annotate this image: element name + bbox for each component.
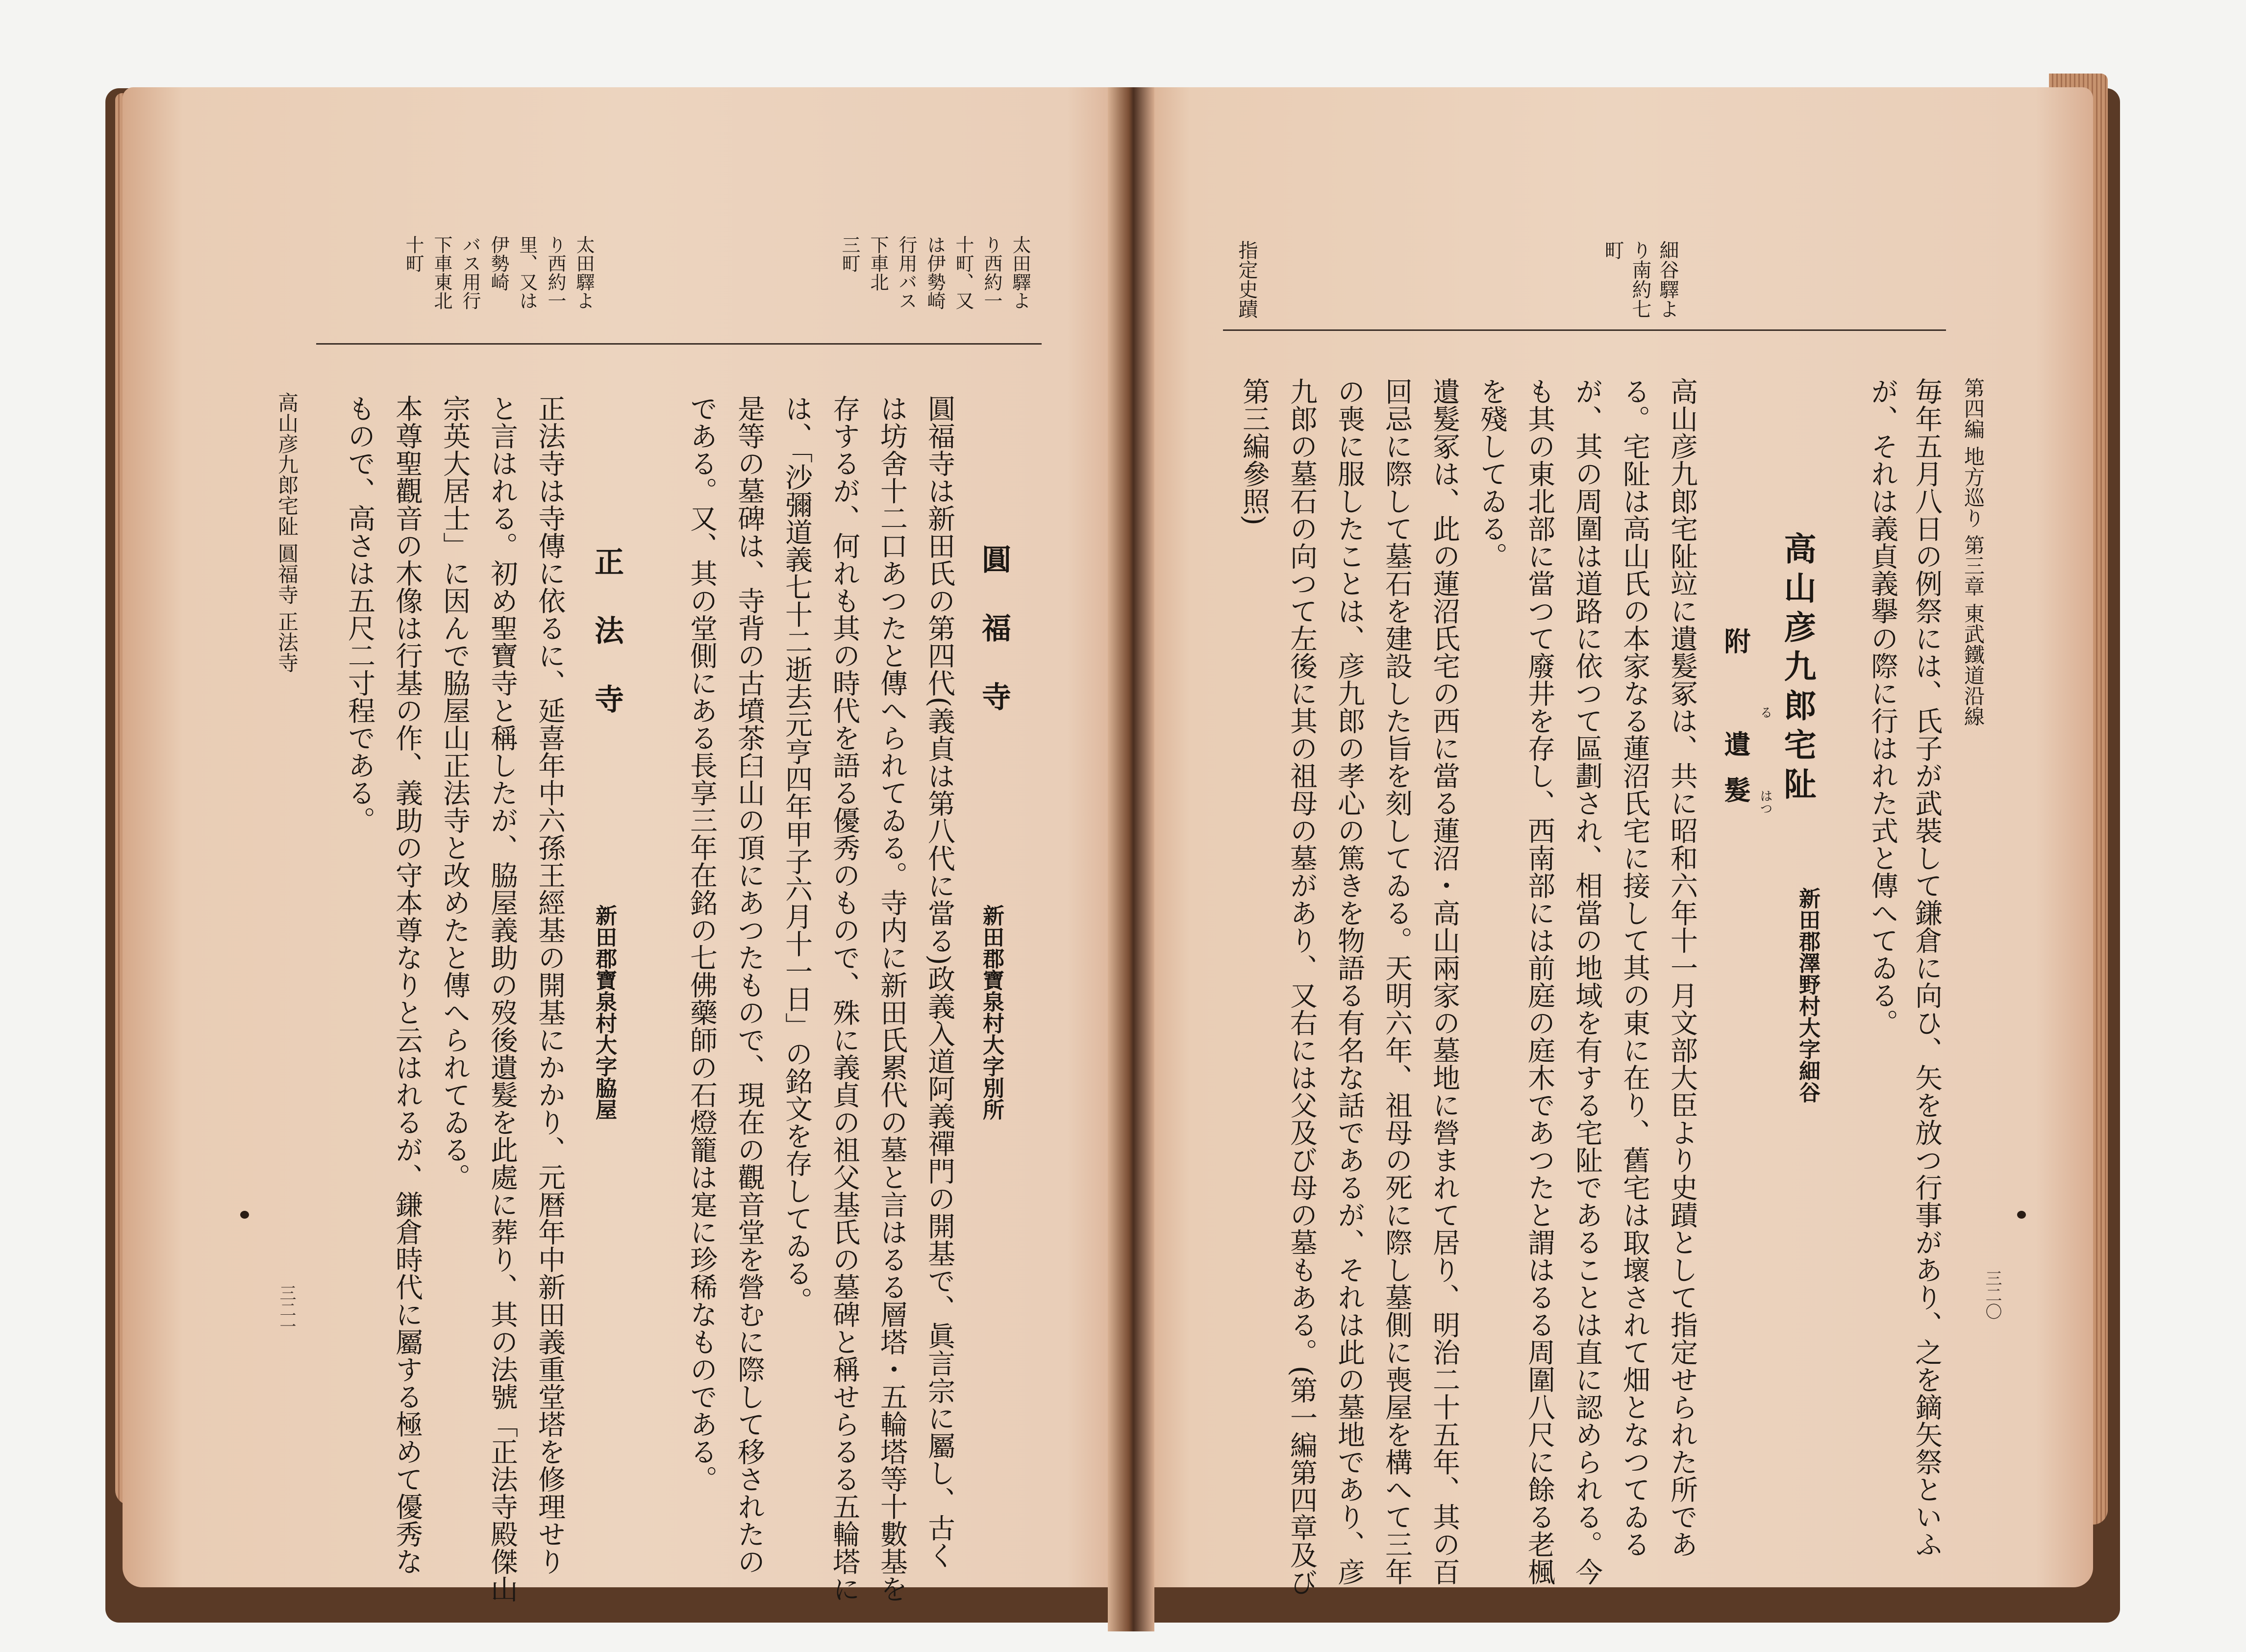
- sidenote-line: 町: [1601, 240, 1624, 260]
- subtitle-prefix: 附: [1720, 627, 1751, 654]
- text-line: もので、高さは五尺二寸程である。: [344, 395, 375, 834]
- sidenote-line: り西約一: [981, 235, 1002, 310]
- sidenote-line: 太田驛よ: [1009, 235, 1031, 310]
- page-number-left: 三二一: [276, 1284, 296, 1334]
- text-line: 圓福寺は新田氏の第四代(義貞は第八代に當る)政義入道阿義禪門の開基で、眞言宗に屬し、古く: [923, 395, 955, 1569]
- sidenote-enpukuji: [804, 235, 1034, 338]
- text-line: 本尊聖觀音の木像は行基の作、義助の守本尊なりと云はれるが、鎌倉時代に屬する極めて優秀な: [391, 395, 423, 1575]
- text-line: を殘してゐる。: [1476, 377, 1508, 570]
- section-location-shohoji: 新田郡寶泉村大字脇屋: [592, 904, 617, 1120]
- enpukuji-body: [679, 395, 963, 1602]
- sidenote-line: 十町: [402, 235, 424, 273]
- header-rule-right: [1223, 329, 1946, 331]
- right-intro-text: [1841, 377, 1948, 1558]
- text-line: 九郎の墓石の向つて左後に其の祖母の墓があり、又右には父及び母の墓もある。(第一編第四章及び: [1286, 377, 1318, 1596]
- sidenote-line: 三町: [839, 235, 860, 273]
- section-location: 新田郡澤野村大字細谷: [1795, 887, 1820, 1103]
- section-title-takayama: 高山彦九郎宅阯: [1778, 532, 1817, 806]
- text-line: 第三編參照): [1238, 377, 1270, 526]
- ruby-text: はつ: [1758, 789, 1772, 815]
- text-line: 是等の墓碑は、寺背の古墳茶臼山の頂にあつたもので、現在の觀音堂を營むに際して移されたの: [733, 395, 765, 1575]
- sidenote-line: 下車東北: [431, 235, 452, 310]
- text-line: 遺髮冢は、此の蓮沼氏宅の西に當る蓮沼・高山兩家の墓地に營まれて居り、明治二十五年、其の百: [1428, 377, 1460, 1585]
- sidenote-station-right: [1598, 240, 1681, 324]
- sidenote-line: は伊勢崎: [924, 235, 946, 310]
- sidenote-line: 里、又は: [516, 235, 538, 310]
- text-line: 回忌に際して墓石を建設した旨を刻してゐる。天明六年、祖母の死に際し墓側に喪屋を構へて三年: [1381, 377, 1413, 1585]
- text-line: 宗英大居士」に因んで脇屋山正法寺と改めたと傳へられてゐる。: [439, 395, 471, 1191]
- text-line: は、「沙彌道義七十二逝去元亨四年甲子六月十一日」の銘文を存してゐる。: [781, 395, 813, 1314]
- text-line: る。宅阯は高山氏の本家なる蓮沼氏宅に接して其の東に在り、舊宅は取壞されて畑となつてゐる: [1619, 377, 1650, 1558]
- sidenote-line: 太田驛よ: [573, 235, 595, 310]
- right-body-text: [1216, 377, 1706, 1596]
- section-subtitle: [1706, 627, 1770, 833]
- text-line: 毎年五月八日の例祭には、氏子が武裝して鎌倉に向ひ、矢を放つ行事があり、之を鏑矢祭といふ: [1911, 377, 1943, 1558]
- text-line: 正法寺は寺傳に依るに、延喜年中六孫王經基の開基にかかり、元暦年中新田義重堂塔を修理せり: [534, 395, 566, 1575]
- sidenote-line: り南約七: [1629, 240, 1651, 319]
- shohoji-body: [328, 395, 574, 1602]
- page-mark: [240, 1211, 249, 1219]
- text-line: は坊舍十二口あつたと傳へられてゐる。寺内に新田氏累代の墓と言はるる層塔・五輪塔等十數基を: [876, 395, 908, 1602]
- page-mark: [2017, 1211, 2026, 1219]
- sidenote-line: り西約一: [545, 235, 566, 310]
- text-line: も其の東北部に當つて廢井を存し、西南部には前庭の庭木であつたと謂はるる周圍八尺に餘る老楓: [1523, 377, 1555, 1585]
- running-head-left: 高山彦九郎宅阯 圓福寺 正法寺: [275, 392, 299, 673]
- section-title-enpukuji: 圓福寺: [977, 544, 1011, 750]
- sidenote-line: 行用バス: [896, 235, 917, 310]
- sidenote-line: バス用行: [459, 235, 481, 310]
- book-gutter: [1108, 87, 1154, 1631]
- sidenote-line: 伊勢崎: [488, 235, 509, 291]
- sidenote-line: 十町、又: [952, 235, 974, 310]
- text-line: と言はれる。初め聖寶寺と稱したが、脇屋義助の歿後遺髮を此處に葬り、其の法號「正法寺殿傑山: [486, 395, 518, 1602]
- text-line: が、其の周圍は道路に依つて區劃され、相當の地域を有する宅阯であることは直に認められる。今: [1571, 377, 1603, 1585]
- text-line: である。又、其の堂側にある長享三年在銘の七佛藥師の石燈籠は寔に珍稀なものである。: [686, 395, 718, 1493]
- text-line: が、それは義貞義擧の際に行はれた式と傳へてゐる。: [1867, 377, 1898, 1036]
- sidenote-line: 細谷驛よ: [1656, 240, 1679, 319]
- sidenote-status-right: 指定史蹟: [1235, 240, 1258, 319]
- sidenote-line: 下車北: [867, 235, 889, 291]
- ruby-text: る: [1758, 706, 1772, 719]
- sidenote-shohoji: [392, 235, 598, 338]
- section-title-shohoji: 正法寺: [590, 547, 624, 752]
- page-number-right: 三二〇: [1982, 1270, 2002, 1320]
- text-line: 存するが、何れも其の時代を語る優秀のもので、殊に義貞の祖父基氏の墓碑と稱せらるる五輪塔に: [828, 395, 860, 1602]
- text-line: の喪に服したことは、彦九郎の孝心の篤きを物語る有名な話であるが、それは此の墓地であり、彦: [1333, 377, 1365, 1585]
- subtitle-text: 遺髮: [1720, 730, 1751, 823]
- section-location-enpukuji: 新田郡寶泉村大字別所: [979, 904, 1004, 1120]
- running-head-right: 第四編 地方巡り 第三章 東武鐵道沿線: [1961, 377, 1985, 727]
- text-line: 高山彦九郎宅阯竝に遺髮冢は、共に昭和六年十一月文部大臣より史蹟として指定せられた所であ: [1666, 377, 1698, 1558]
- header-rule-left: [316, 343, 1042, 345]
